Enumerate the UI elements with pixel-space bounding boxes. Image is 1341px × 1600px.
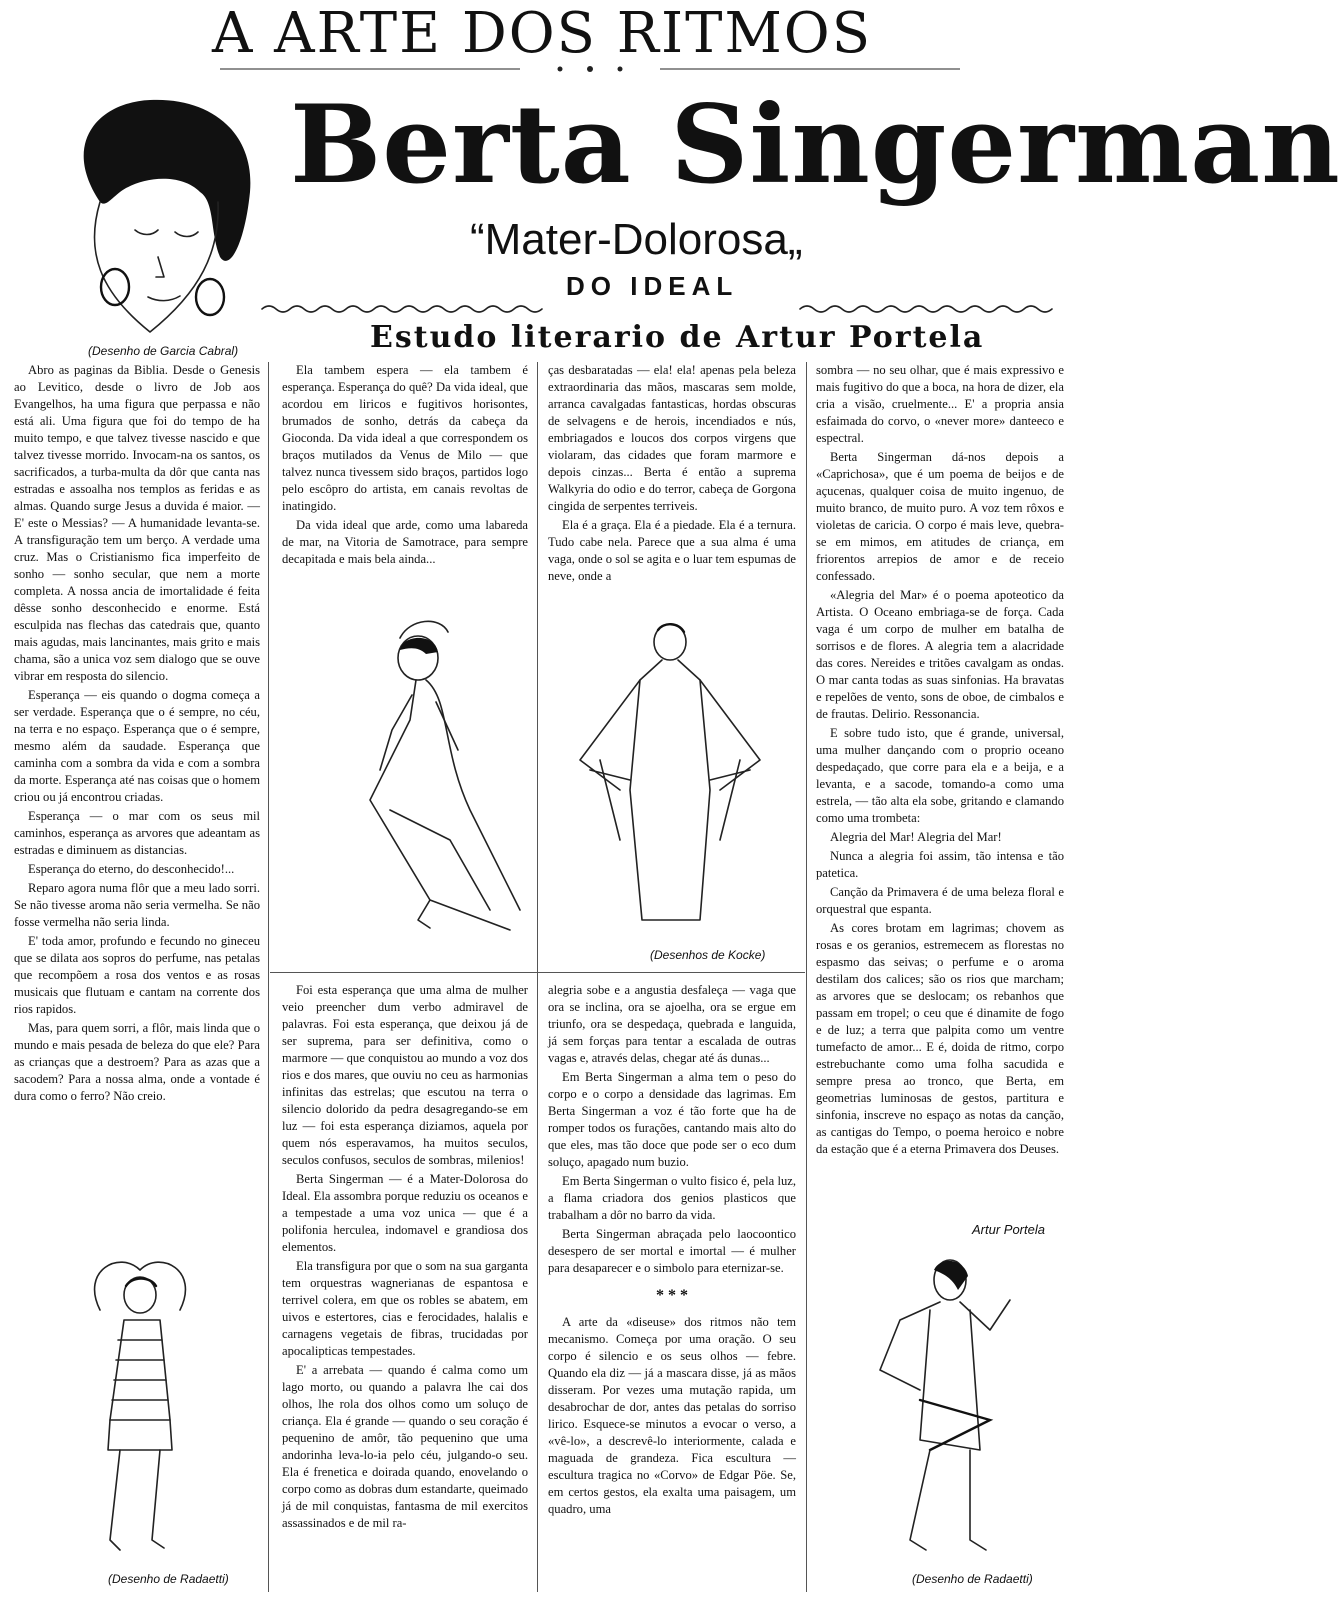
paragraph: Alegria del Mar! Alegria del Mar! [830, 830, 1002, 844]
paragraph: Ela tambem espera — ela tambem é esperança. Esperança do quê? Da vida ideal, que acordou em liricos e fugitivos horisontes, brumados de sonho, detrás da cabeça da Gioconda. Da vida ideal a que correspondem os braços mutilados da Venus de Milo — que talvez nunca tivessem sido braços, partidos logo pelo escôpro do artista, em canais revoltas de inatingido. [282, 363, 528, 513]
paragraph: Ela transfigura por que o som na sua garganta tem orquestras wagnerianas de espantosa e terrivel colera, em que os robles se abatem, em uivos e estertores, cias e ferocidades, halalis e carnagens vegetais de fibras, trucidadas por apocalipticas tempestades. [282, 1259, 528, 1358]
author-signature: Artur Portela [972, 1222, 1045, 1237]
paragraph: E sobre tudo isto, que é grande, universal, uma mulher dançando com o proprio oceano despedaçado, que corre para ela e a beija, e a levanta, e a sacode, tomando-a como uma estrela, — tão alta ela sobe, gritando e clamando como uma trombeta: [816, 726, 1064, 825]
dancer-drawing-right [560, 620, 780, 940]
headline-name: Berta Singerman [290, 82, 1341, 208]
section-title: A ARTE DOS RITMOS [211, 1, 873, 66]
paragraph: Ela é a graça. Ela é a piedade. Ela é a ternura. Tudo cabe nela. Parece que a sua alma é uma vaga, onde o sol se agita e o luar tem espumas de neve, onde a [548, 518, 796, 583]
paragraph: Esperança do eterno, do desconhecido!... [28, 862, 235, 876]
study-title: Estudo literario de Artur Portela [370, 320, 985, 355]
ornament-left [262, 302, 542, 316]
paragraph: alegria sobe e a angustia desfaleça — vaga que ora se inclina, ora se ajoelha, ora se ergue em triunfo, ora se despedaça, quebrada e languida, já sem forças para tentar a escalada de outras vagas e, através delas, chegar até ás dunas... [548, 983, 796, 1065]
paragraph: Canção da Primavera é de uma beleza floral e orquestral que espanta. [816, 885, 1064, 916]
subtitle-2: DO IDEAL [566, 271, 739, 301]
paragraph: E' a arrebata — quando é calma como um lago morto, ou quando a palavra lhe cai dos olhos, lhe rola dos olhos como um soluço de criança. Ela é grande — quando o seu coração é pequenino de amôr, tão pequenino que uma andorinha leva-lo-ia pelo céu, julgando-o seu. Ela é frenetica e doirada quando, enovelando o corpo como as dobras dum estandarte, queimado já de mil conquistas, fantasma de mil exercitos assassinados e de mil ra- [282, 1363, 528, 1530]
paragraph: sombra — no seu olhar, que é mais expressivo e mais fugitivo do que a boca, na hora de dizer, ela cria a visão, cruelmente... E' a propria ansia esfaimada do corvo, o «never more» danteeco e espectral. [816, 363, 1064, 445]
caption-bottom-left: (Desenho de Radaetti) [108, 1572, 229, 1586]
caption-kocke: (Desenhos de Kocke) [650, 948, 766, 962]
ornament-right [800, 302, 1062, 316]
column-rule [806, 362, 807, 1592]
column-3-top [548, 362, 796, 602]
column-3-bottom [548, 982, 796, 1592]
paragraph: As cores brotam em lagrimas; chovem as rosas e os geranios, estremecem as florestas no espasmo das seivas; o perfume e o aroma destilam dos calices; são os rios que marcham; as arvores que se deslocam; os rebanhos que passam em tropel; o ceu que é dinamite de fogo e de luz; a terra que palpita como um ventre tumefacto de amor... E é, doida de ritmo, corpo estrebuchante como uma folha sacudida e sempre presa ao tronco, que Berta, em geometrias luminosas de gestos, partitura e sinfonia, inscreve no espaço as notas da canção, as cantigas do Tempo, o poema heroico e nobre da estação que é a eterna Primavera dos Deuses. [816, 921, 1064, 1156]
paragraph: A arte da «diseuse» dos ritmos não tem mecanismo. Começa por uma oração. O seu corpo é silencio e os seus olhos — febre. Quando ela diz — já a mascara disse, já as mãos disseram. Por vezes uma mutação rapida, um desabrochar de dor, antes das petalas do sorriso lirico. Esquece-se minutos a evocar o verso, a «vê-lo», a descrevê-lo interiormente, calada e maguada de grandeza. Fica escultura — escultura tragica no «Corvo» de Edgar Pöe. Se, em certos gestos, ela exalta uma paisagem, um quadro, uma [548, 1315, 796, 1516]
column-2-bottom [282, 982, 528, 1592]
paragraph: Nunca a alegria foi assim, tão intensa e tão patetica. [816, 849, 1064, 880]
section-break: * * * [656, 1287, 688, 1304]
dancer-drawing-left [330, 610, 550, 950]
paragraph: Berta Singerman — é a Mater-Dolorosa do Ideal. Ela assombra porque reduziu os oceanos e a tempestade a uma voz unica — que é a polifonia herculea, indomavel e grandiosa dos elementos. [282, 1172, 528, 1254]
paragraph: Foi esta esperança que uma alma de mulher veio preencher dum verbo admiravel de palavras. Foi esta esperança, que deixou já de ser suprema, para ser definitiva, como o marmore — que conquistou ao mundo a voz dos rios e dos mares, que ouviu no ceu as harmonias infinitas das estrelas; que escutou na terra o silencio dolorido da pedra desagregando-se em luz — foi esta esperança diziamos, aquela por quem nós esperavamos, ha muitos seculos, seculos confusos, seculos de sombras, milenios! [282, 983, 528, 1167]
paragraph: Esperança — eis quando o dogma começa a ser verdade. Esperança que o é sempre, no céu, na terra e no espaço. Esperança que o é sempre, mesmo além da saudade. Esperança que caminha com a sombra da vida e com a sombra da morte. Esperança até nas coisas que o homem criou ou já encontrou criadas. [14, 688, 260, 804]
paragraph: ças desbaratadas — ela! ela! apenas pela beleza extraordinaria das mãos, mascaras sem molde, arranca cavalgadas fantasticas, hordas obscuras de selvagens e de herois, incendiados e nús, embriagados e loucos dos corpos virgens que violaram, das cidades que foram marmore e depois cinzas... Berta é então a suprema Walkyria do odio e do terror, cabeça de Gorgona cingida de serpentes terriveis. [548, 363, 796, 513]
paragraph: Em Berta Singerman o vulto fisico é, pela luz, a flama criadora dos genios plasticos que trabalham a dôr no barro da vida. [548, 1174, 796, 1222]
column-1 [14, 362, 260, 1242]
column-rule [268, 362, 269, 1592]
paragraph: Esperança — o mar com os seus mil caminhos, esperança as arvores que adeantam as estradas e diminuem as distancias. [14, 809, 260, 857]
paragraph: Em Berta Singerman a alma tem o peso do corpo e o corpo a densidade das lagrimas. Em Berta Singerman a voz é tão forte que ha de romper todos os furações, cantando mais alto do que eles, mas tão doce que pode ser o eco dum soluço, apagado num buzio. [548, 1070, 796, 1169]
header-ornament [220, 64, 960, 74]
dancer-drawing-bottom-right [840, 1250, 1040, 1570]
face-drawing [40, 82, 265, 352]
column-4 [816, 362, 1064, 1214]
caption-bottom-right: (Desenho de Radaetti) [912, 1572, 1033, 1586]
paragraph: Berta Singerman abraçada pelo laocoontico desespero de ser mortal e imortal — é mulher para desaparecer e o simbolo para eternizar-se. [548, 1227, 796, 1275]
paragraph: «Alegria del Mar» é o poema apoteotico da Artista. O Oceano embriaga-se de força. Cada vaga é um corpo de mulher em batalha de sorrisos e de flores. A alegria tem a alacridade das cores. Nereides e tritões cavalgam as ondas. O mar canta todas as suas sinfonias. Ha bravatas e repelões de vento, sons de oboe, de cimbalos e de frautas. Delirio. Ressonancia. [816, 588, 1064, 721]
paragraph: Da vida ideal que arde, como uma labareda de mar, na Vitoria de Samotrace, para sempre decapitada e mais bela ainda... [282, 518, 528, 566]
paragraph: Mas, para quem sorri, a flôr, mais linda que o mundo e mais pesada de beleza do que ele? Para as crianças que a destroem? Para as azas que a sacodem? Para a nossa alma, onde a vontade é dura como o ferro? Não creio. [14, 1021, 260, 1103]
dancer-drawing-bottom-left [40, 1250, 240, 1570]
paragraph: E' toda amor, profundo e fecundo no gineceu que se dilata aos sopros do perfume, nas petalas que recompõem a rosa dos ventos e as rosas musicais que flutuam e cantam na corrente dos rios rapidos. [14, 934, 260, 1016]
column-rule [537, 362, 538, 1592]
column-2-top [282, 362, 528, 602]
subtitle: “Mater-Dolorosa„ [470, 215, 803, 264]
paragraph: Reparo agora numa flôr que a meu lado sorri. Se não tivesse aroma não seria vermelha. Se não fosse vermelha não seria linda. [14, 881, 260, 929]
caption-face: (Desenho de Garcia Cabral) [88, 344, 239, 358]
paragraph: Abro as paginas da Biblia. Desde o Genesis ao Levitico, desde o livro de Job aos Evangelhos, ha uma figura que perpassa e não está ali. Uma figura que foi do tempo de ha muito tempo, e que talvez tivesse nascido e que talvez tivesse morrido. Invocam-na os santos, os sacrificados, a turba-multa da dôr que canta nas estradas e assoalha nos templos as feridas e as almas. Quando surge Jesus a duvida é maior. — E' este o Messias? — A humanidade levanta-se. A transfiguração tem um berço. A verdade uma cruz. Mas o Cristianismo fica imperfeito de sonho — sonho secular, que nem a morte completa. A nossa ancia de imortalidade é feita dêsse sonho desconhecido e enorme. Está esculpida nas flechas das catedrais que, quanto mais agudas, mais lancinantes, mais grito e mais chama, são a unica voz sem dialogo que se ouve vibrar em resposta do silencio. [14, 363, 260, 683]
section-rule [270, 972, 805, 973]
paragraph: Berta Singerman dá-nos depois a «Caprichosa», que é um poema de beijos e de açucenas, qualquer coisa de muito ingenuo, de muito branco, de muito puro. A voz tem rôxos e violetas de caricia. O corpo é mais leve, quebra-se em mimos, em atitudes de criança, em friorentos arrepios de amor e de receio confessado. [816, 450, 1064, 583]
